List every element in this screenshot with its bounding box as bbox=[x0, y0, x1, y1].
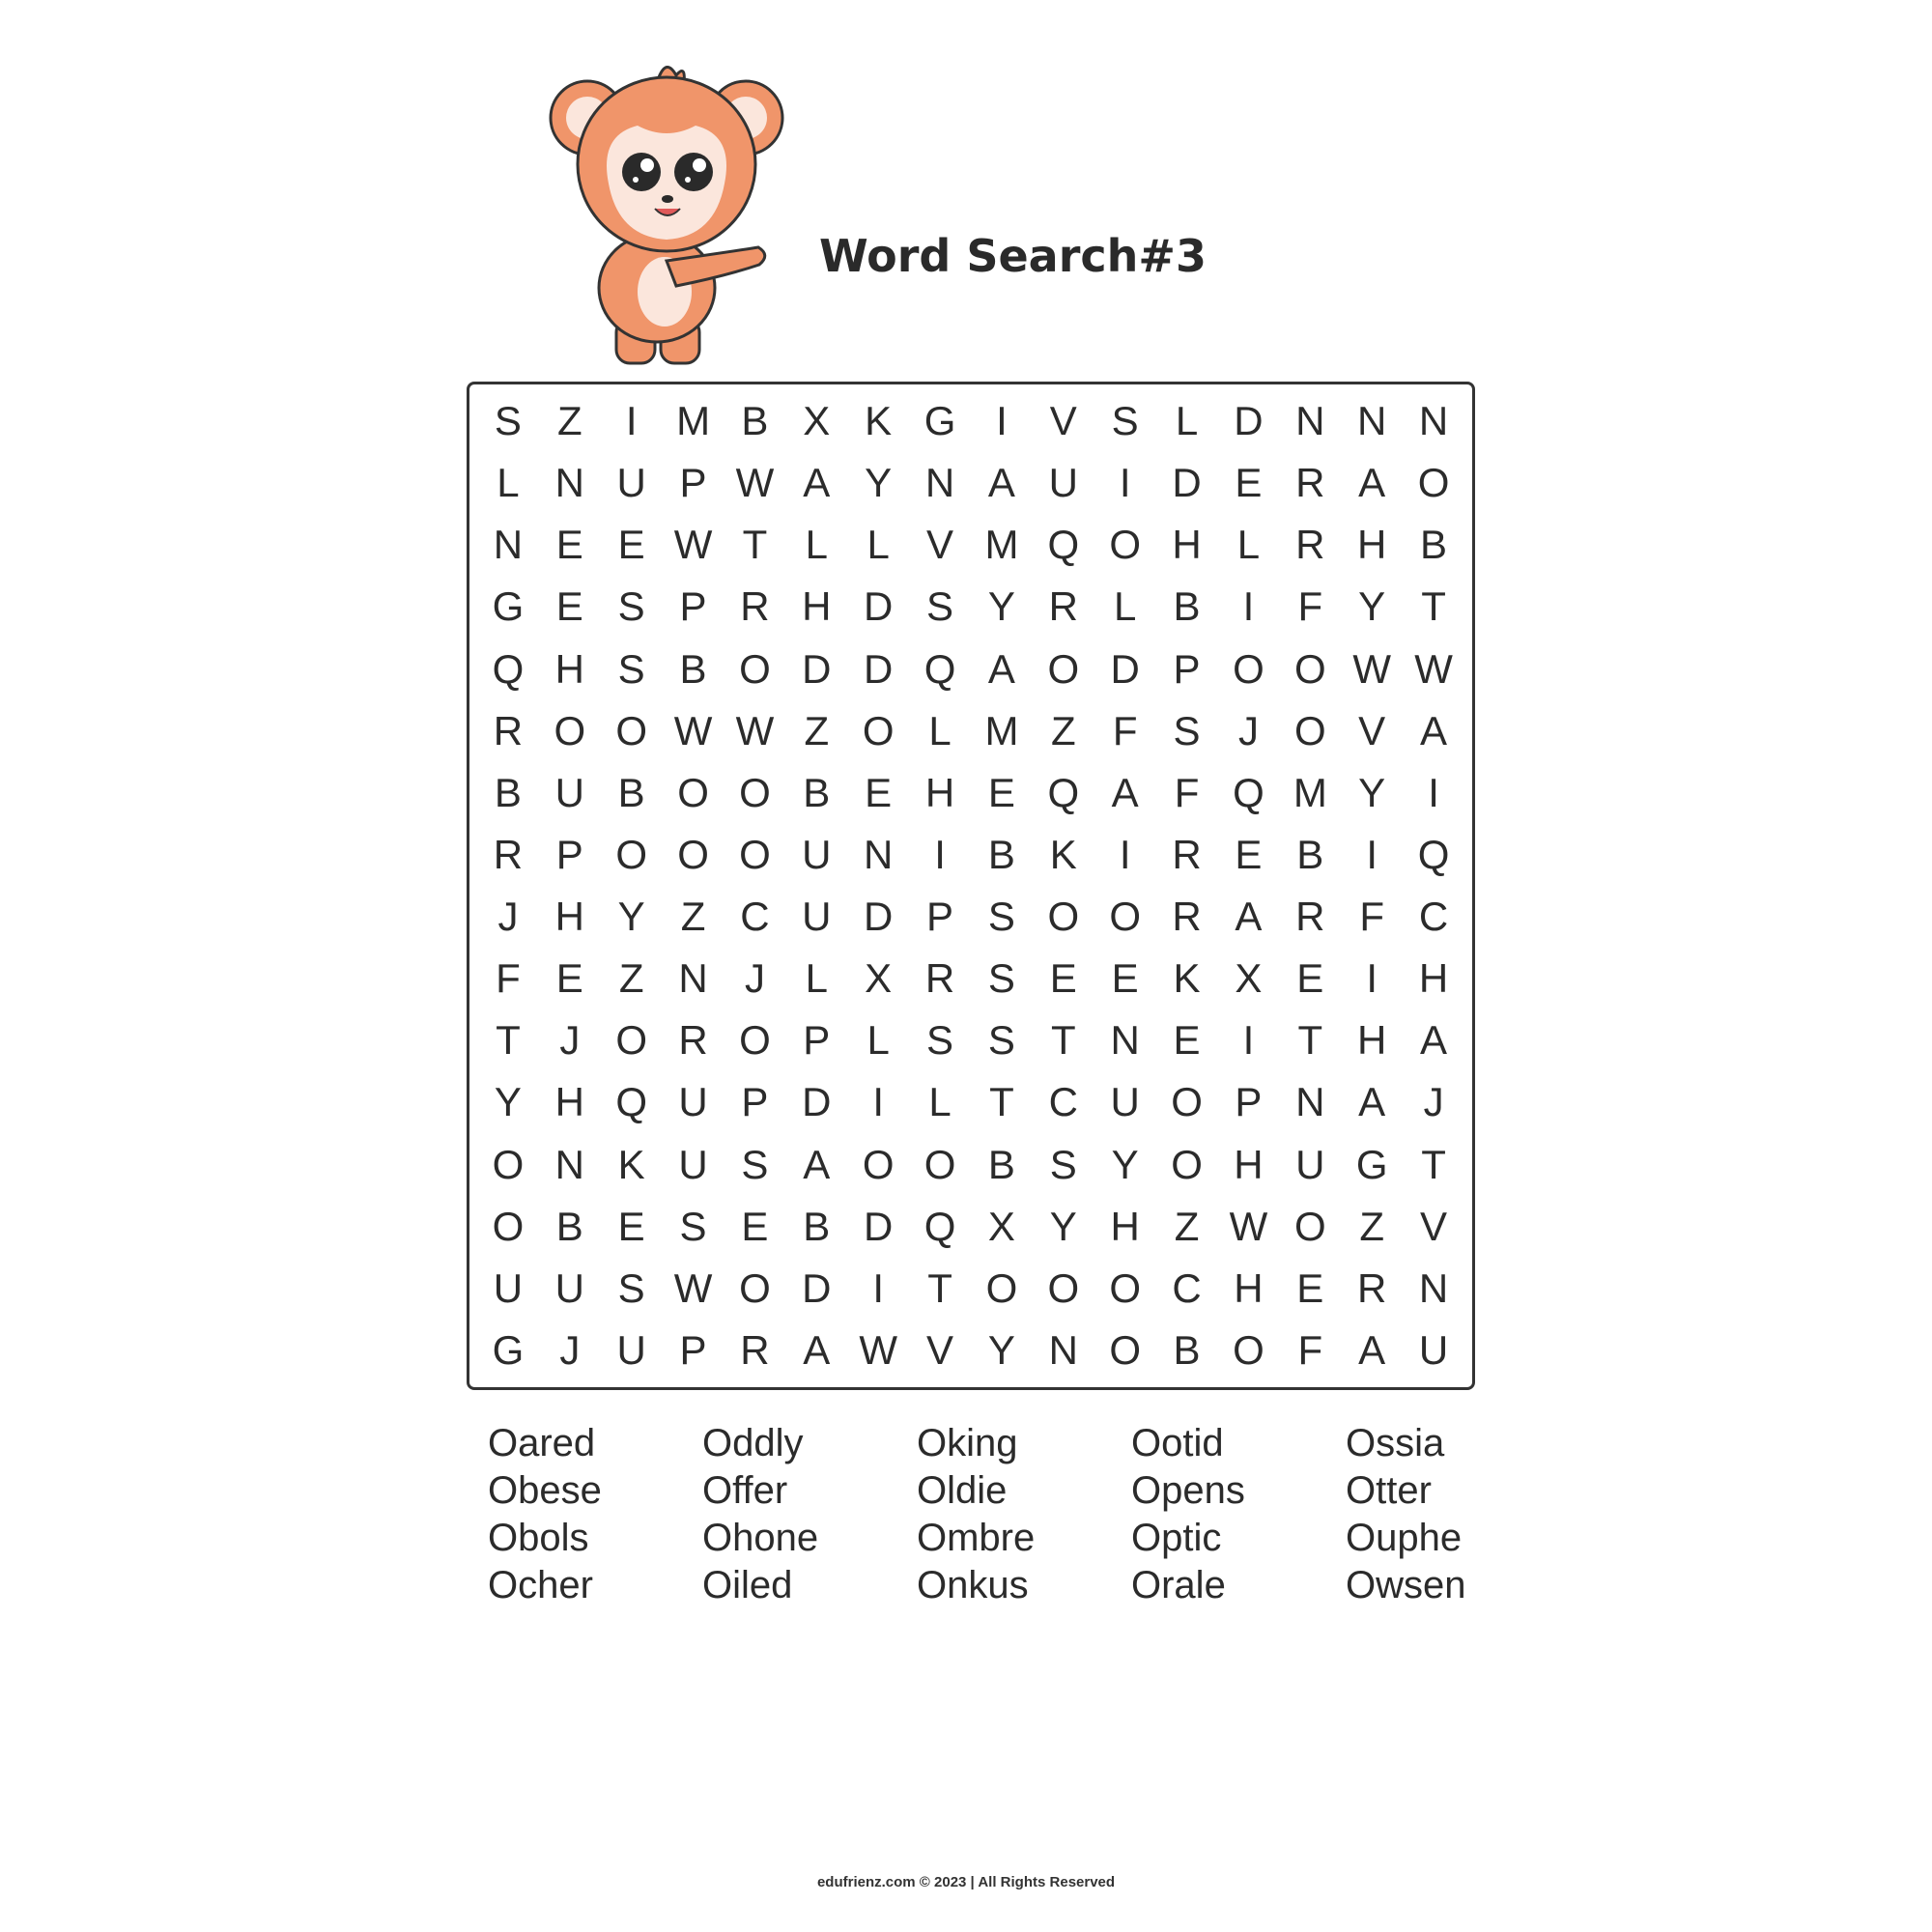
grid-cell: P bbox=[679, 460, 707, 506]
grid-cell: T bbox=[1421, 1141, 1446, 1187]
grid-cell: E bbox=[741, 1203, 769, 1249]
grid-cell: J bbox=[559, 1326, 581, 1373]
grid-cell: V bbox=[926, 522, 954, 568]
grid-cell: R bbox=[1172, 894, 1202, 940]
grid-cell: L bbox=[867, 522, 890, 568]
grid-cell: Q bbox=[1417, 831, 1450, 877]
grid-cell: V bbox=[1049, 398, 1077, 444]
grid-cell: I bbox=[872, 1079, 885, 1125]
grid-cell: Q bbox=[492, 645, 525, 692]
grid-cell: H bbox=[1357, 522, 1387, 568]
grid-cell: H bbox=[1418, 955, 1449, 1002]
grid-cell: I bbox=[996, 398, 1008, 444]
grid-cell: O bbox=[739, 1017, 771, 1064]
grid-cell: X bbox=[865, 955, 893, 1002]
grid-cell: U bbox=[1418, 1326, 1449, 1373]
grid-cell: E bbox=[1235, 831, 1263, 877]
grid-cell: J bbox=[1237, 707, 1259, 753]
grid-cell: S bbox=[617, 1264, 645, 1311]
grid-cell: O bbox=[1293, 707, 1326, 753]
grid-cell: H bbox=[554, 1079, 584, 1125]
grid-cell: M bbox=[984, 522, 1019, 568]
word-item: Opens bbox=[1131, 1469, 1245, 1512]
grid-cell: O bbox=[615, 1017, 648, 1064]
grid-cell: G bbox=[1355, 1141, 1388, 1187]
grid-cell: H bbox=[1110, 1203, 1140, 1249]
grid-cell: E bbox=[617, 1203, 645, 1249]
grid-cell: H bbox=[924, 769, 955, 815]
grid-cell: U bbox=[1110, 1079, 1140, 1125]
grid-cell: I bbox=[1242, 583, 1255, 630]
grid-cell: Z bbox=[618, 955, 644, 1002]
grid-cell: L bbox=[805, 522, 828, 568]
grid-cell: N bbox=[924, 460, 955, 506]
grid-cell: U bbox=[678, 1141, 708, 1187]
grid-cell: Y bbox=[617, 894, 645, 940]
grid-cell: B bbox=[987, 1141, 1015, 1187]
grid-cell: W bbox=[673, 522, 713, 568]
grid-cell: W bbox=[1352, 645, 1392, 692]
grid-cell: O bbox=[1293, 645, 1326, 692]
grid-cell: R bbox=[1357, 1264, 1387, 1311]
grid-cell: X bbox=[803, 398, 831, 444]
grid-cell: O bbox=[923, 1141, 956, 1187]
grid-cell: O bbox=[1417, 460, 1450, 506]
grid-cell: N bbox=[1357, 398, 1387, 444]
word-item: Oking bbox=[917, 1422, 1018, 1464]
grid-cell: N bbox=[1110, 1017, 1140, 1064]
grid-cell: C bbox=[1048, 1079, 1078, 1125]
word-item: Oared bbox=[488, 1422, 596, 1464]
grid-cell: S bbox=[679, 1203, 707, 1249]
grid-cell: A bbox=[1358, 460, 1386, 506]
grid-cell: N bbox=[493, 522, 524, 568]
grid-cell: W bbox=[673, 707, 713, 753]
grid-cell: O bbox=[1047, 1264, 1080, 1311]
grid-cell: M bbox=[984, 707, 1019, 753]
word-item: Onkus bbox=[917, 1564, 1029, 1606]
grid-cell: P bbox=[803, 1017, 831, 1064]
grid-cell: R bbox=[678, 1017, 708, 1064]
grid-cell: F bbox=[1359, 894, 1385, 940]
page-title: Word Search#3 bbox=[819, 230, 1207, 282]
grid-cell: P bbox=[1235, 1079, 1263, 1125]
grid-cell: H bbox=[802, 583, 832, 630]
grid-cell: U bbox=[1048, 460, 1078, 506]
grid-cell: S bbox=[741, 1141, 769, 1187]
grid-cell: Y bbox=[987, 583, 1015, 630]
grid-cell: O bbox=[1047, 645, 1080, 692]
word-item: Obese bbox=[488, 1469, 602, 1512]
grid-cell: I bbox=[1428, 769, 1439, 815]
grid-cell: S bbox=[926, 1017, 954, 1064]
grid-cell: O bbox=[1233, 1326, 1264, 1373]
grid-cell: V bbox=[1358, 707, 1386, 753]
word-item: Ootid bbox=[1131, 1422, 1224, 1464]
grid-cell: B bbox=[1420, 522, 1448, 568]
grid-cell: D bbox=[1172, 460, 1202, 506]
grid-cell: I bbox=[1119, 831, 1131, 877]
grid-cell: E bbox=[1173, 1017, 1201, 1064]
grid-cell: A bbox=[803, 1141, 831, 1187]
grid-cell: Q bbox=[923, 1203, 956, 1249]
grid-cell: E bbox=[1111, 955, 1139, 1002]
grid-cell: U bbox=[802, 894, 832, 940]
grid-cell: B bbox=[679, 645, 707, 692]
grid-cell: O bbox=[1109, 894, 1142, 940]
grid-cell: W bbox=[673, 1264, 713, 1311]
grid-cell: D bbox=[802, 645, 832, 692]
word-column bbox=[1346, 1420, 1560, 1609]
grid-cell: R bbox=[1048, 583, 1078, 630]
grid-cell: Q bbox=[1047, 769, 1080, 815]
grid-cell: J bbox=[744, 955, 765, 1002]
grid-cell: Y bbox=[1111, 1141, 1139, 1187]
grid-cell: M bbox=[1293, 769, 1327, 815]
grid-cell: N bbox=[554, 460, 584, 506]
grid-cell: O bbox=[492, 1203, 525, 1249]
grid-cell: R bbox=[493, 707, 524, 753]
grid-cell: Q bbox=[1233, 769, 1264, 815]
grid-cell: O bbox=[677, 831, 709, 877]
grid-cell: V bbox=[1420, 1203, 1448, 1249]
word-column bbox=[702, 1420, 917, 1609]
grid-cell: K bbox=[865, 398, 893, 444]
grid-cell: L bbox=[1175, 398, 1199, 444]
grid-cell: Y bbox=[1049, 1203, 1077, 1249]
grid-cell: R bbox=[1295, 894, 1325, 940]
word-item: Ombre bbox=[917, 1517, 1036, 1559]
grid-cell: E bbox=[865, 769, 893, 815]
grid-cell: O bbox=[739, 769, 771, 815]
mascot-illustration bbox=[541, 58, 792, 367]
grid-cell: A bbox=[1358, 1326, 1386, 1373]
grid-cell: H bbox=[1357, 1017, 1387, 1064]
grid-cell: I bbox=[625, 398, 638, 444]
grid-cell: D bbox=[864, 1203, 894, 1249]
grid-cell: F bbox=[1112, 707, 1138, 753]
grid-cell: F bbox=[1297, 583, 1323, 630]
grid-cell: W bbox=[859, 1326, 898, 1373]
grid-cell: U bbox=[802, 831, 832, 877]
grid-cell: K bbox=[617, 1141, 645, 1187]
grid-cell: Q bbox=[1047, 522, 1080, 568]
grid-cell: S bbox=[1173, 707, 1201, 753]
footer-copyright: edufrienz.com © 2023 | All Rights Reserved bbox=[816, 1874, 1116, 1890]
grid-cell: I bbox=[1366, 831, 1378, 877]
grid-cell: H bbox=[1234, 1141, 1264, 1187]
grid-cell: W bbox=[735, 460, 775, 506]
grid-cell: C bbox=[1172, 1264, 1202, 1311]
grid-cell: A bbox=[1420, 1017, 1448, 1064]
word-item: Ohone bbox=[702, 1517, 819, 1559]
grid-cell: W bbox=[735, 707, 775, 753]
grid-cell: Y bbox=[494, 1079, 522, 1125]
grid-cell: Y bbox=[1358, 583, 1386, 630]
grid-cell: O bbox=[1171, 1141, 1203, 1187]
grid-cell: T bbox=[1297, 1017, 1323, 1064]
grid-cell: S bbox=[617, 645, 645, 692]
grid-cell: Z bbox=[1050, 707, 1076, 753]
grid-cell: T bbox=[989, 1079, 1014, 1125]
word-item: Oddly bbox=[702, 1422, 804, 1464]
grid-cell: A bbox=[987, 645, 1015, 692]
grid-cell: O bbox=[554, 707, 586, 753]
grid-cell: R bbox=[493, 831, 524, 877]
grid-cell: A bbox=[1420, 707, 1448, 753]
grid-cell: M bbox=[676, 398, 711, 444]
word-item: Otter bbox=[1346, 1469, 1432, 1512]
grid-cell: R bbox=[740, 1326, 770, 1373]
grid-cell: O bbox=[1109, 522, 1142, 568]
grid-cell: Q bbox=[615, 1079, 648, 1125]
grid-cell: F bbox=[1297, 1326, 1323, 1373]
word-column bbox=[1131, 1420, 1346, 1609]
grid-cell: S bbox=[926, 583, 954, 630]
grid-cell: H bbox=[554, 645, 584, 692]
grid-cell: B bbox=[1296, 831, 1324, 877]
grid-cell: J bbox=[559, 1017, 581, 1064]
grid-cell: U bbox=[1295, 1141, 1325, 1187]
grid-cell: U bbox=[493, 1264, 524, 1311]
grid-cell: B bbox=[803, 769, 831, 815]
grid-cell: L bbox=[1236, 522, 1261, 568]
grid-cell: O bbox=[739, 645, 771, 692]
grid-cell: I bbox=[1242, 1017, 1255, 1064]
grid-cell: O bbox=[739, 831, 771, 877]
grid-cell: T bbox=[927, 1264, 952, 1311]
grid-cell: R bbox=[1172, 831, 1202, 877]
grid-cell: R bbox=[1295, 522, 1325, 568]
word-column bbox=[488, 1420, 702, 1609]
grid-cell: D bbox=[802, 1264, 832, 1311]
grid-cell: S bbox=[987, 1017, 1015, 1064]
grid-cell: O bbox=[862, 707, 895, 753]
grid-cell: E bbox=[1296, 955, 1324, 1002]
grid-cell: J bbox=[497, 894, 519, 940]
grid-cell: O bbox=[1293, 1203, 1326, 1249]
grid-cell: A bbox=[1235, 894, 1263, 940]
grid-cell: L bbox=[928, 707, 952, 753]
grid-cell: P bbox=[679, 583, 707, 630]
grid-cell: O bbox=[862, 1141, 895, 1187]
grid-cell: G bbox=[923, 398, 956, 444]
grid-cell: F bbox=[1174, 769, 1200, 815]
word-column bbox=[917, 1420, 1131, 1609]
grid-cell: O bbox=[985, 1264, 1018, 1311]
grid-cell: I bbox=[872, 1264, 885, 1311]
grid-cell: R bbox=[924, 955, 955, 1002]
grid-cell: E bbox=[555, 955, 583, 1002]
word-item: Oiled bbox=[702, 1564, 793, 1606]
grid-cell: E bbox=[617, 522, 645, 568]
grid-cell: Y bbox=[1358, 769, 1386, 815]
grid-cell: D bbox=[864, 583, 894, 630]
grid-cell: T bbox=[1050, 1017, 1076, 1064]
grid-cell: U bbox=[678, 1079, 708, 1125]
grid-cell: H bbox=[1234, 1264, 1264, 1311]
grid-cell: S bbox=[1049, 1141, 1077, 1187]
grid-cell: A bbox=[1111, 769, 1139, 815]
grid-cell: T bbox=[742, 522, 768, 568]
grid-cell: E bbox=[1235, 460, 1263, 506]
grid-cell: P bbox=[1173, 645, 1201, 692]
grid-cell: N bbox=[1048, 1326, 1078, 1373]
grid-cell: D bbox=[1234, 398, 1264, 444]
word-item: Orale bbox=[1131, 1564, 1226, 1606]
word-item: Ocher bbox=[488, 1564, 593, 1606]
grid-cell: K bbox=[1173, 955, 1201, 1002]
grid-cell: D bbox=[864, 894, 894, 940]
grid-cell: Q bbox=[923, 645, 956, 692]
word-item: Optic bbox=[1131, 1517, 1222, 1559]
grid-cell: N bbox=[678, 955, 708, 1002]
word-item: Offer bbox=[702, 1469, 788, 1512]
grid-cell: S bbox=[987, 955, 1015, 1002]
grid-cell: C bbox=[740, 894, 770, 940]
grid-cell: U bbox=[616, 460, 646, 506]
grid-cell: S bbox=[617, 583, 645, 630]
grid-cell: B bbox=[1173, 583, 1201, 630]
grid-cell: P bbox=[741, 1079, 769, 1125]
grid-cell: B bbox=[803, 1203, 831, 1249]
grid-cell: S bbox=[1111, 398, 1139, 444]
grid-cell: Z bbox=[804, 707, 830, 753]
word-item: Ossia bbox=[1346, 1422, 1445, 1464]
word-list bbox=[488, 1420, 1492, 1609]
grid-cell: G bbox=[492, 583, 525, 630]
grid-cell: T bbox=[496, 1017, 521, 1064]
grid-cell: N bbox=[1295, 1079, 1325, 1125]
grid-cell: H bbox=[1172, 522, 1202, 568]
grid-cell: E bbox=[987, 769, 1015, 815]
grid-cell: U bbox=[554, 1264, 584, 1311]
grid-cell: T bbox=[1421, 583, 1446, 630]
grid-cell: U bbox=[616, 1326, 646, 1373]
grid-cell: B bbox=[1173, 1326, 1201, 1373]
grid-cell: A bbox=[803, 460, 831, 506]
grid-cell: O bbox=[1109, 1326, 1142, 1373]
grid-cell: E bbox=[1049, 955, 1077, 1002]
grid-cell: P bbox=[555, 831, 583, 877]
grid-cell: W bbox=[1414, 645, 1453, 692]
grid-cell: Z bbox=[680, 894, 706, 940]
grid-cell: N bbox=[864, 831, 894, 877]
grid-cell: X bbox=[987, 1203, 1015, 1249]
grid-cell: N bbox=[1418, 1264, 1449, 1311]
grid-cell: K bbox=[1049, 831, 1077, 877]
grid-cell: N bbox=[554, 1141, 584, 1187]
grid-cell: S bbox=[987, 894, 1015, 940]
grid-cell: V bbox=[926, 1326, 954, 1373]
grid-cell: Z bbox=[556, 398, 582, 444]
grid-cell: O bbox=[615, 707, 648, 753]
grid-cell: I bbox=[1366, 955, 1378, 1002]
grid-cell: O bbox=[1233, 645, 1264, 692]
grid-cell: E bbox=[555, 522, 583, 568]
grid-cell: F bbox=[496, 955, 521, 1002]
grid-cell: A bbox=[803, 1326, 831, 1373]
grid-cell: Y bbox=[865, 460, 893, 506]
grid-cell: L bbox=[805, 955, 828, 1002]
grid-cell: W bbox=[1229, 1203, 1268, 1249]
grid-cell: O bbox=[1109, 1264, 1142, 1311]
grid-cell: E bbox=[1296, 1264, 1324, 1311]
grid-cell: L bbox=[928, 1079, 952, 1125]
grid-cell: J bbox=[1423, 1079, 1444, 1125]
word-item: Oldie bbox=[917, 1469, 1008, 1512]
grid-cell: P bbox=[679, 1326, 707, 1373]
word-item: Ouphe bbox=[1346, 1517, 1463, 1559]
grid-cell: O bbox=[739, 1264, 771, 1311]
grid-cell: Z bbox=[1174, 1203, 1200, 1249]
grid-cell: O bbox=[1171, 1079, 1203, 1125]
grid-cell: H bbox=[554, 894, 584, 940]
grid-cell: U bbox=[554, 769, 584, 815]
grid-cell: N bbox=[1295, 398, 1325, 444]
grid-cell: I bbox=[934, 831, 946, 877]
grid-cell: Z bbox=[1359, 1203, 1385, 1249]
grid-cell: B bbox=[741, 398, 769, 444]
grid-cell: R bbox=[740, 583, 770, 630]
grid-cell: O bbox=[1047, 894, 1080, 940]
grid-cell: B bbox=[555, 1203, 583, 1249]
grid-cell: D bbox=[864, 645, 894, 692]
grid-cell: A bbox=[1358, 1079, 1386, 1125]
grid-cell: O bbox=[677, 769, 709, 815]
word-item: Obols bbox=[488, 1517, 589, 1559]
grid-cell: O bbox=[615, 831, 648, 877]
grid-cell: E bbox=[555, 583, 583, 630]
grid-cell: A bbox=[987, 460, 1015, 506]
word-item: Owsen bbox=[1346, 1564, 1466, 1606]
grid-cell: P bbox=[926, 894, 954, 940]
grid-cell: B bbox=[494, 769, 522, 815]
letter-grid bbox=[467, 382, 1475, 1390]
grid-cell: Y bbox=[987, 1326, 1015, 1373]
grid-cell: D bbox=[802, 1079, 832, 1125]
grid-cell: B bbox=[987, 831, 1015, 877]
grid-cell: G bbox=[492, 1326, 525, 1373]
grid-cell: N bbox=[1418, 398, 1449, 444]
grid-cell: I bbox=[1119, 460, 1131, 506]
grid-cell: D bbox=[1110, 645, 1140, 692]
grid-cell: L bbox=[497, 460, 520, 506]
grid-cell: X bbox=[1235, 955, 1263, 1002]
grid-cell: L bbox=[867, 1017, 890, 1064]
grid-cell: B bbox=[617, 769, 645, 815]
grid-cell: C bbox=[1418, 894, 1449, 940]
grid-cell: S bbox=[494, 398, 522, 444]
grid-cell: R bbox=[1295, 460, 1325, 506]
grid-cell: L bbox=[1114, 583, 1137, 630]
grid-cell: O bbox=[492, 1141, 525, 1187]
